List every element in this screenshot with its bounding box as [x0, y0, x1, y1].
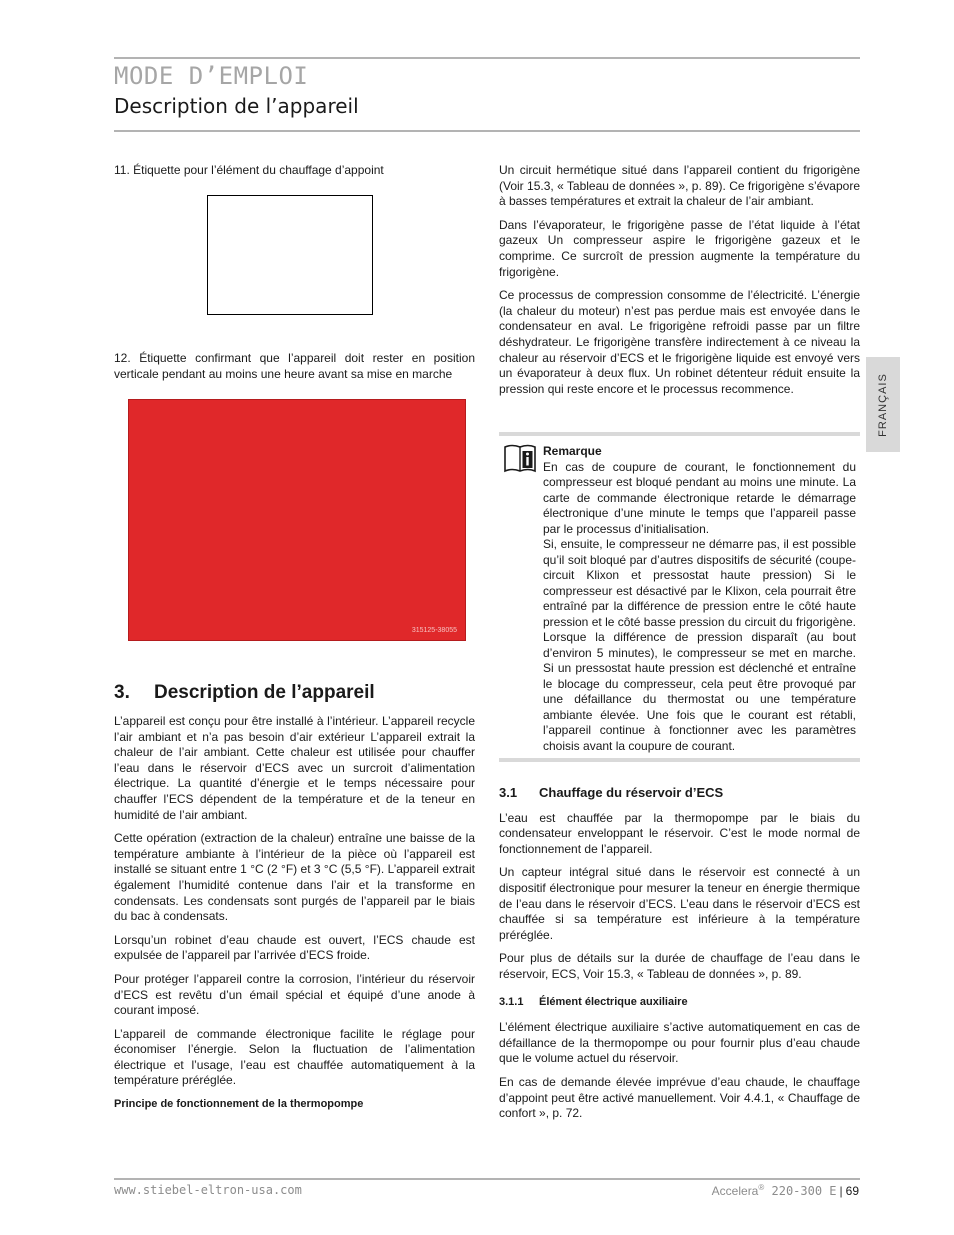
paragraph: L’appareil est conçu pour être installé à l’intérieur. L’appareil recycle l’air ambiant et n’a pas besoin d’air extérieur L’appareil extrait la chaleur de l’air ambiant. Cette chaleur est utilisée pour chauffer l’eau dans le réservoir d’ECS avec un surcroit d’alimentation électrique. La quantité d’énergie et le temps nécessaire pour chauffer l’ECS dépendent de la température et de la teneur en humidité de l’air ambiant. [114, 714, 475, 822]
paragraph: L’appareil de commande électronique facilite le réglage pour économiser l’énergie. Selon la fluctuation de l’alimentation électrique et l’usage, l’eau est chauffée automatiquement à la température préréglée. [114, 1026, 475, 1088]
info-book-icon [503, 444, 537, 474]
footer-brand: Accelera [711, 1184, 759, 1198]
subsubsection-title: Élément électrique auxiliaire [539, 995, 688, 1008]
footer-reg-mark: ® [758, 1183, 765, 1192]
language-tab[interactable] [866, 357, 900, 452]
right-body-bottom [499, 785, 860, 1130]
left-body [114, 714, 475, 1121]
section-title: Description de l’appareil [154, 682, 375, 703]
page-number: 69 [845, 1184, 859, 1198]
paragraph: Un capteur intégral situé dans le réservoir est connecté à un dispositif électronique pour mesurer la teneur en énergie thermique de l’eau dans le réservoir d’ECS. L’eau dans le réservoir d’ECS est chauffée si sa température est inférieure à la température préréglée. [499, 865, 860, 942]
footer-separator: | [839, 1184, 843, 1198]
heater-label-placeholder [207, 195, 373, 315]
note-box [499, 432, 860, 762]
label-code: 315125-38055 [411, 627, 457, 634]
paragraph: Dans l’évaporateur, le frigorigène passe de l’état liquide à l’état gazeux Un compresseur aspire le frigorigène gazeux et le comprime. Ce surcroît de pression augmente la température du frigorigène. [499, 217, 860, 279]
header-bottom-rule [114, 130, 860, 132]
principle-heading: Principe de fonctionnement de la thermopompe [114, 1098, 364, 1111]
subsubsection-number: 3.1.1 [499, 995, 524, 1008]
paragraph: Lorsqu’un robinet d’eau chaude est ouvert, l’ECS chaude est expulsée de l’appareil par l’arrivée d’ECS froide. [114, 932, 475, 963]
paragraph: En cas de demande élevée imprévue d’eau chaude, le chauffage d’appoint peut être activé manuellement. Voir 4.4.1, « Chauffage de confort », p. 72. [499, 1074, 860, 1121]
note-text: En cas de coupure de courant, le fonctionnement du compresseur est bloqué pendant au moins une minute. La carte de commande électronique retarde le démarrage électronique d’une minute le temps que l’appareil passe par le processus d’initialisation. [543, 459, 856, 536]
upright-warning-label [128, 399, 466, 641]
item-12-caption: 12. Étiquette confirmant que l’appareil doit rester en position verticale pendant au moins une heure avant sa mise en marche [114, 351, 475, 381]
page-subtitle: Description de l’appareil [114, 94, 359, 118]
section-number: 3. [114, 682, 130, 703]
subsection-heading [499, 785, 860, 801]
paragraph: L’eau est chauffée par la thermopompe par le biais du condensateur enveloppant le réservoir. C’est le mode normal de fonctionnement de l’appareil. [499, 810, 860, 856]
section-heading [114, 682, 375, 704]
subsection-title: Chauffage du réservoir d’ECS [539, 785, 724, 800]
note-body [543, 444, 856, 754]
footer-rule [114, 1178, 860, 1180]
note-text: Si, ensuite, le compresseur ne démarre pas, il est possible qu’il soit bloqué par d’autres dispositifs de sécurité (coupe-circuit Klixon et pressostat haute pression) Si le compresseur est désactivé par le Klixon, cela pourrait être entraîné par la différence de pression entre le côté haute pression et le côté basse pression du circuit du frigorigène. Lorsque la différence de pression disparaît (au bout d’environ 5 minutes), le compresseur se met en marche. Si un pressostat haute pression est déclenché et entraîne le blocage du compresseur, cela peut être provoqué par une défaillance du thermostat ou une température ambiante élevée. Une fois que le courant est rétabli, l’appareil continue à fonctionner avec les paramètres choisis avant la coupure de courant. [543, 537, 856, 753]
paragraph: Cette opération (extraction de la chaleur) entraîne une baisse de la température ambiante à l’intérieur de la pièce où l’appareil est installé se situant entre 1 °C (2 °F) et 3 °C (5,5 °F). L’appareil extrait également l’humidité contenue dans l’air et la transforme en condensats. Les condensats sont purgés de l’appareil par le biais du bac à condensats. [114, 831, 475, 924]
paragraph: Pour plus de détails sur la durée de chauffage de l’eau dans le réservoir, ECS, Voir 15.3, « Tableau de données », p. 89. [499, 951, 860, 981]
item-11-caption: 11. Étiquette pour l’élément du chauffage d’appoint [114, 163, 384, 177]
page-title: MODE D’EMPLOI [114, 62, 309, 90]
footer-model: 220-300 E [764, 1184, 837, 1198]
paragraph: Ce processus de compression consomme de l’électricité. L’énergie (la chaleur du moteur) n’est pas perdue mais est envoyée dans le condensateur en aval. Le frigorigène refroidi passe par un filtre déshydrateur. Le frigorigène transfère indirectement à ce niveau la chaleur au réservoir d’ECS et le frigorigène liquide est envoyé vers un évaporateur à deux flux. Un robinet détenteur réduit ensuite la pression qui reste encore et le processus recommence. [499, 288, 860, 396]
paragraph: Un circuit hermétique situé dans l’appareil contient du frigorigène (Voir 15.3, « Tableau de données », p. 89). Ce frigorigène s’évapore à basses températures et extrait la chaleur de l’air ambiant. [499, 163, 860, 209]
subsection-number: 3.1 [499, 785, 518, 800]
paragraph: Pour protéger l’appareil contre la corrosion, l’intérieur du réservoir d’ECS est revêtu d’un émail spécial et équipé d’une anode à courant imposé. [114, 971, 475, 1018]
right-body-top [499, 163, 860, 405]
note-title: Remarque [543, 444, 602, 458]
paragraph: L’élément électrique auxiliaire s’active automatiquement en cas de défaillance de la thermopompe ou pour fournir plus d’eau chaude que le volume actuel du réservoir. [499, 1020, 860, 1066]
language-tab-label: FRANÇAIS [877, 372, 889, 437]
subsubsection-heading [499, 995, 860, 1011]
footer-product [712, 1183, 859, 1198]
header-top-rule [114, 57, 860, 59]
footer-url[interactable]: www.stiebel-eltron-usa.com [114, 1183, 302, 1197]
